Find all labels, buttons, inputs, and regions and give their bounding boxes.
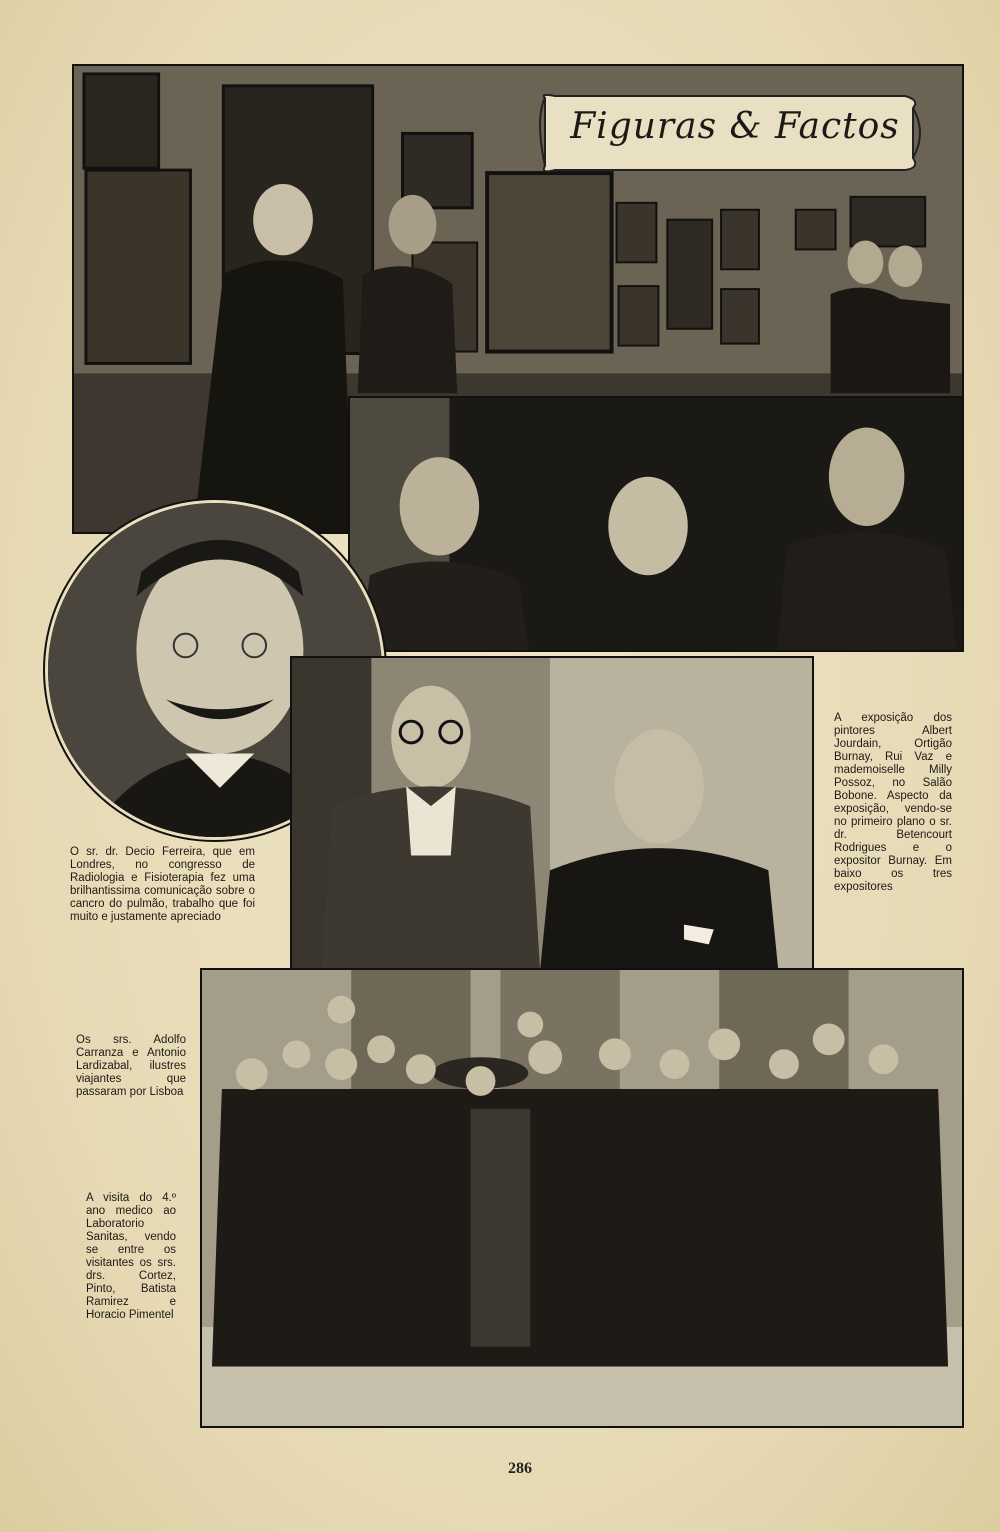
page-title: Figuras & Factos xyxy=(570,106,900,147)
laboratory-visit-caption: A visita do 4.º ano medico ao Laboratorio Sanitas, vendo se entre os visitantes os srs. drs. Cortez, Pinto, Batista Ramirez e Horacio Pimentel xyxy=(86,1192,176,1321)
three-exhibitors-photo xyxy=(348,396,964,652)
travellers-caption: Os srs. Adolfo Carranza e Antonio Lardizabal, ilustres viajantes que passaram por Lisboa xyxy=(76,1034,186,1098)
title-banner xyxy=(535,88,925,180)
group-visit-photo xyxy=(200,968,964,1428)
page-number: 286 xyxy=(508,1460,532,1477)
two-travellers-photo xyxy=(290,656,814,972)
exhibition-caption: A exposição dos pintores Albert Jourdain, Ortigão Burnay, Rui Vaz e mademoiselle Milly Possoz, no Salão Bobone. Aspecto da exposição, vendo-se no primeiro plano o sr. dr. Betencourt Rodrigues e o expositor Burnay. Em baixo os tres expositores xyxy=(834,712,952,893)
decio-ferreira-caption: O sr. dr. Decio Ferreira, que em Londres, no congresso de Radiologia e Fisioterapia fez uma brilhantissima comunicação sobre o cancro do pulmão, trabalho que foi muito e justamente apreciado xyxy=(70,846,255,923)
